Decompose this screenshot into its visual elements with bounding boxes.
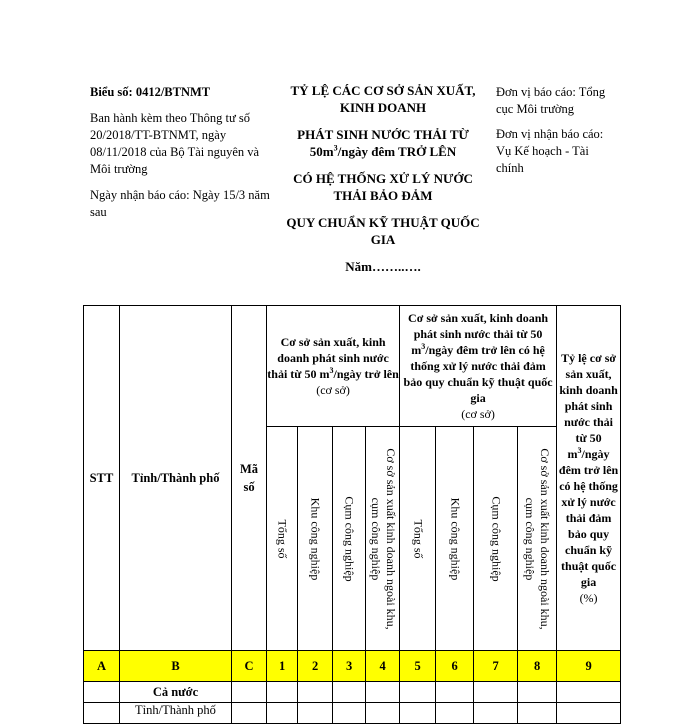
group1-sup: 3 [329,366,334,376]
code-cell: 2 [298,651,333,682]
row-cell [436,703,474,724]
g1-industrial-zone-header [298,427,333,651]
code-cell: 8 [518,651,557,682]
row-cell [400,703,436,724]
row-cell [267,703,298,724]
code-row [84,651,621,682]
g2-cluster-label: Cụm công nghiệp [489,496,504,582]
row-cell [518,682,557,703]
g1-total-label: Tổng số [275,519,290,559]
group2-unit: (cơ sở) [461,407,495,422]
title-2-sup: 3 [333,143,338,153]
group1-header [267,306,400,427]
code-cell: 6 [436,651,474,682]
g2-cluster-header [474,427,518,651]
header-left [90,84,270,230]
g1-cluster-label: Cụm công nghiệp [342,496,357,582]
title-line-1: TỶ LỆ CÁC CƠ SỞ SẢN XUẤT, KINH DOANH [290,83,476,115]
ratio-sup: 3 [577,446,582,455]
g1-total-header [267,427,298,651]
reporting-unit: Đơn vị báo cáo: Tổng cục Môi trường [496,85,606,116]
title-line-4: QUY CHUẨN KỸ THUẬT QUỐC GIA [286,215,480,247]
g2-outside-label: Cơ sở sản xuất kinh doanh ngoài khu, cụm công nghiệp [523,448,553,630]
ratio-unit: (%) [579,591,598,605]
code-cell: A [84,651,120,682]
code-cell: 3 [333,651,366,682]
group2-text-a: Cơ sở sản xuất, kinh doanh phát sinh nước thải từ 50 m [408,311,549,358]
g1-outside-header [366,427,400,651]
col-code-header: Mã số [232,306,267,651]
row-stt [84,682,120,703]
row-cell [557,682,621,703]
g2-total-header [400,427,436,651]
header-right [496,84,616,185]
group2-sup: 3 [421,342,426,352]
group1-unit: (cơ sở) [316,383,350,398]
g1-cluster-header [333,427,366,651]
row-cell [400,682,436,703]
row-cell [518,703,557,724]
row-cell [474,703,518,724]
g2-industrial-zone-header [436,427,474,651]
form-number: Biểu số: 0412/BTNMT [90,85,211,99]
issued-with-text: Ban hành kèm theo Thông tư số 20/2018/TT-BTNMT, ngày 08/11/2018 của Bộ Tài nguyên và Môi trường [90,111,260,176]
report-table [83,305,621,724]
group1-text-a: Cơ sở sản xuất, kinh doanh phát sinh nước thải từ 50 m [267,335,389,382]
row-cell [474,682,518,703]
code-cell: 9 [557,651,621,682]
title-line-2 [277,126,489,160]
row-cell [436,682,474,703]
code-cell: 7 [474,651,518,682]
col-stt-header: STT [84,306,120,651]
group2-header [400,306,557,427]
g2-total-label: Tổng số [411,519,426,559]
g1-outside-label: Cơ sở sản xuất kinh doanh ngoài khu, cụm công nghiệp [368,448,398,630]
code-cell: C [232,651,267,682]
ratio-text-b: /ngày đêm trở lên có hệ thống xử lý nước thải đảm bảo quy chuẩn kỹ thuật quốc gia [558,447,619,589]
report-year: Năm……..…. [345,259,421,274]
row-cell [298,703,333,724]
receive-date-text: Ngày nhận báo cáo: Ngày 15/3 năm sau [90,188,270,219]
title-line-3: CÓ HỆ THỐNG XỬ LÝ NƯỚC THẢI BẢO ĐẢM [293,171,473,203]
table-row [84,682,621,703]
row-cell [366,703,400,724]
row-cell [298,682,333,703]
row-cell [557,703,621,724]
row-province-label: Tỉnh/Thành phố [120,703,232,724]
receiving-unit: Đơn vị nhận báo cáo: Vụ Kế hoạch - Tài chính [496,127,604,175]
row-cell [366,682,400,703]
header-center [277,82,489,285]
g1-industrial-zone-label: Khu công nghiệp [308,497,323,581]
row-country-label: Cả nước [120,682,232,703]
row-cell [333,703,366,724]
title-2-part-a: PHÁT SINH NƯỚC THẢI TỪ 50m [297,127,469,159]
row-cell [232,703,267,724]
group1-text-b: /ngày trở lên [333,367,399,382]
row-cell [232,682,267,703]
code-cell: 4 [366,651,400,682]
col-ratio-header [557,306,621,651]
title-2-part-b: /ngày đêm TRỞ LÊN [337,144,457,159]
g2-outside-header [518,427,557,651]
ratio-text-a: Tỷ lệ cơ sở sản xuất, kinh doanh phát sinh nước thải từ 50 m [559,351,618,461]
g2-industrial-zone-label: Khu công nghiệp [448,497,463,581]
code-cell: 1 [267,651,298,682]
row-cell [333,682,366,703]
code-cell: 5 [400,651,436,682]
row-stt [84,703,120,724]
row-cell [267,682,298,703]
group2-text-b: /ngày đêm trở lên có hệ thống xử lý nước thải đảm bảo quy chuẩn kỹ thuật quốc gia [403,343,553,406]
table-row [84,703,621,724]
col-province-header: Tỉnh/Thành phố [120,306,232,651]
code-cell: B [120,651,232,682]
